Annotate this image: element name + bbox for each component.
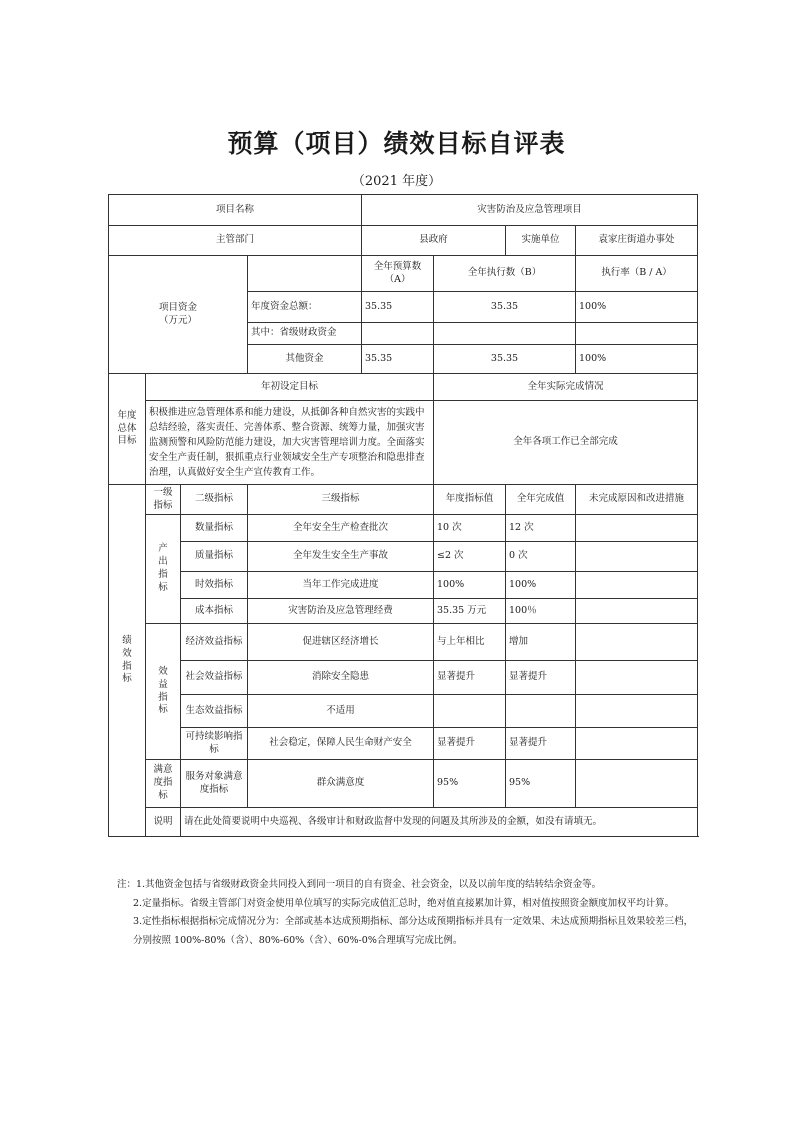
output-complete: 100% (506, 572, 576, 599)
footnote-2: 2.定量指标。省级主管部门对资金使用单位填写的实际完成值汇总时，绝对值直接累加计算，相对值按照资金额度加权平均计算。 (133, 897, 675, 909)
funds-col-rate: 执行率（B / A） (576, 256, 698, 292)
funds-row-rate (576, 323, 698, 345)
output-complete: 12 次 (506, 515, 576, 542)
benefit-l3: 消除安全隐患 (248, 661, 434, 695)
benefit-l2: 社会效益指标 (181, 661, 248, 695)
side-char: 效 (122, 647, 132, 659)
dept-label: 主管部门 (109, 226, 362, 256)
output-complete: 0 次 (506, 542, 576, 572)
goals-target-text: 积极推进应急管理体系和能力建设，从抵御各种自然灾害的实践中总结经验，落实责任、完善体系、整合资源、统筹力量，加强灾害监测预警和风险防范能力建设，加大灾害管理培训力度。全面落实安全生产责任制，狠抓重点行业领域安全生产专项整治和隐患排查治理，认真做好安全生产宣传教育工作。 (146, 401, 434, 485)
benefit-reason (576, 695, 698, 728)
benefit-l3: 社会稳定，保障人民生命财产安全 (248, 728, 434, 760)
output-l2: 时效指标 (181, 572, 248, 599)
goals-header-actual: 全年实际完成情况 (434, 374, 698, 401)
unit-label: 实施单位 (506, 226, 576, 256)
output-reason (576, 542, 698, 572)
output-l3: 全年安全生产检查批次 (248, 515, 434, 542)
output-l3: 全年发生安全生产事故 (248, 542, 434, 572)
header-annual: 年度指标值 (434, 485, 506, 515)
output-annual: ≤2 次 (434, 542, 506, 572)
output-annual: 10 次 (434, 515, 506, 542)
footnotes (117, 876, 697, 950)
header-level2: 二级指标 (181, 485, 248, 515)
side-char: 指 (122, 660, 132, 672)
funds-row-label: 其中：省级财政资金 (248, 323, 362, 345)
output-annual: 100% (434, 572, 506, 599)
satisfaction-reason (576, 760, 698, 808)
header-reason: 未完成原因和改进措施 (576, 485, 698, 515)
benefit-label (146, 624, 181, 760)
output-l3: 灾害防治及应急管理经费 (248, 599, 434, 624)
benefit-complete: 增加 (506, 624, 576, 661)
side-char: 标 (122, 673, 132, 685)
goals-side-label-1: 年度 (117, 409, 137, 421)
funds-col-budget: 全年预算数（A） (362, 256, 434, 292)
benefit-reason (576, 728, 698, 760)
output-l3: 当年工作完成进度 (248, 572, 434, 599)
output-char: 产 (158, 543, 168, 555)
benefit-l3: 不适用 (248, 695, 434, 728)
unit-value: 袁家庄街道办事处 (576, 226, 698, 256)
benefit-char: 效 (158, 665, 168, 677)
output-annual: 35.35 万元 (434, 599, 506, 624)
satisfaction-complete: 95% (506, 760, 576, 808)
benefit-l2: 可持续影响指标 (181, 728, 248, 760)
output-l2: 成本指标 (181, 599, 248, 624)
output-reason (576, 572, 698, 599)
goals-side-label (109, 374, 146, 485)
dept-value: 县政府 (362, 226, 506, 256)
project-name-value: 灾害防治及应急管理项目 (362, 195, 698, 226)
benefit-annual (434, 695, 506, 728)
goals-actual-text: 全年各项工作已全部完成 (434, 401, 698, 485)
project-name-label: 项目名称 (109, 195, 362, 226)
benefit-annual: 与上年相比 (434, 624, 506, 661)
output-label (146, 515, 181, 624)
funds-row-label: 年度资金总额： (248, 292, 362, 323)
goals-side-label-2: 总体 (117, 422, 137, 434)
output-l2: 数量指标 (181, 515, 248, 542)
header-level3: 三级指标 (248, 485, 434, 515)
funds-label-line1: 项目资金 (158, 301, 197, 313)
funds-col-exec: 全年执行数（B） (434, 256, 576, 292)
benefit-complete (506, 695, 576, 728)
satisfaction-annual: 95% (434, 760, 506, 808)
self-evaluation-table (108, 194, 698, 837)
benefit-annual: 显著提升 (434, 661, 506, 695)
benefit-l2: 生态效益指标 (181, 695, 248, 728)
funds-row-budget: 35.35 (362, 292, 434, 323)
header-complete: 全年完成值 (506, 485, 576, 515)
header-level1: 一级指标 (146, 485, 181, 515)
goals-side-label-3: 目标 (117, 435, 137, 447)
benefit-annual: 显著提升 (434, 728, 506, 760)
funds-row-exec (434, 323, 576, 345)
funds-label-line2: （万元） (158, 314, 197, 326)
funds-row-budget (362, 323, 434, 345)
output-char: 指 (158, 569, 168, 580)
funds-row-label: 其他资金 (248, 345, 362, 374)
satisfaction-label: 满意度指标 (146, 760, 181, 808)
funds-row-exec: 35.35 (434, 292, 576, 323)
satisfaction-l2: 服务对象满意度指标 (181, 760, 248, 808)
benefit-reason (576, 624, 698, 661)
benefit-char: 益 (158, 678, 168, 690)
year-label: （2021 年度） (351, 174, 442, 189)
benefit-complete: 显著提升 (506, 661, 576, 695)
indicators-side-label (109, 485, 146, 837)
page-title: 预算（项目）绩效目标自评表 (227, 129, 566, 158)
funds-row-budget: 35.35 (362, 345, 434, 374)
footnote-3: 3.定性指标根据指标完成情况分为：全部或基本达成预期指标、部分达成预期指标并具有一定效果、未达成预期指标且效果较差三档，分别按照 100%-80%（含）、80%-60%（含）、60%-0%合理填写完成比例。 (133, 916, 694, 946)
benefit-char: 指 (158, 691, 168, 703)
benefit-reason (576, 661, 698, 695)
remark-label: 说明 (146, 808, 181, 837)
funds-row-rate: 100% (576, 292, 698, 323)
output-reason (576, 515, 698, 542)
funds-header-blank (248, 256, 362, 292)
output-complete: 100％ (506, 599, 576, 624)
goals-header-target: 年初设定目标 (146, 374, 434, 401)
output-char: 标 (158, 581, 168, 593)
funds-row-rate: 100% (576, 345, 698, 374)
funds-label (109, 256, 248, 374)
output-l2: 质量指标 (181, 542, 248, 572)
benefit-l2: 经济效益指标 (181, 624, 248, 661)
benefit-complete: 显著提升 (506, 728, 576, 760)
output-char: 出 (158, 556, 168, 568)
side-char: 绩 (122, 634, 132, 646)
satisfaction-l3: 群众满意度 (248, 760, 434, 808)
benefit-char: 标 (158, 704, 168, 716)
benefit-l3: 促进辖区经济增长 (248, 624, 434, 661)
remark-text: 请在此处简要说明中央巡视、各级审计和财政监督中发现的问题及其所涉及的金额，如没有请填无。 (181, 808, 698, 837)
footnote-1: 注：1.其他资金包括与省级财政资金共同投入到同一项目的自有资金、社会资金，以及以前年度的结转结余资金等。 (117, 879, 602, 890)
output-reason (576, 599, 698, 624)
funds-row-exec: 35.35 (434, 345, 576, 374)
